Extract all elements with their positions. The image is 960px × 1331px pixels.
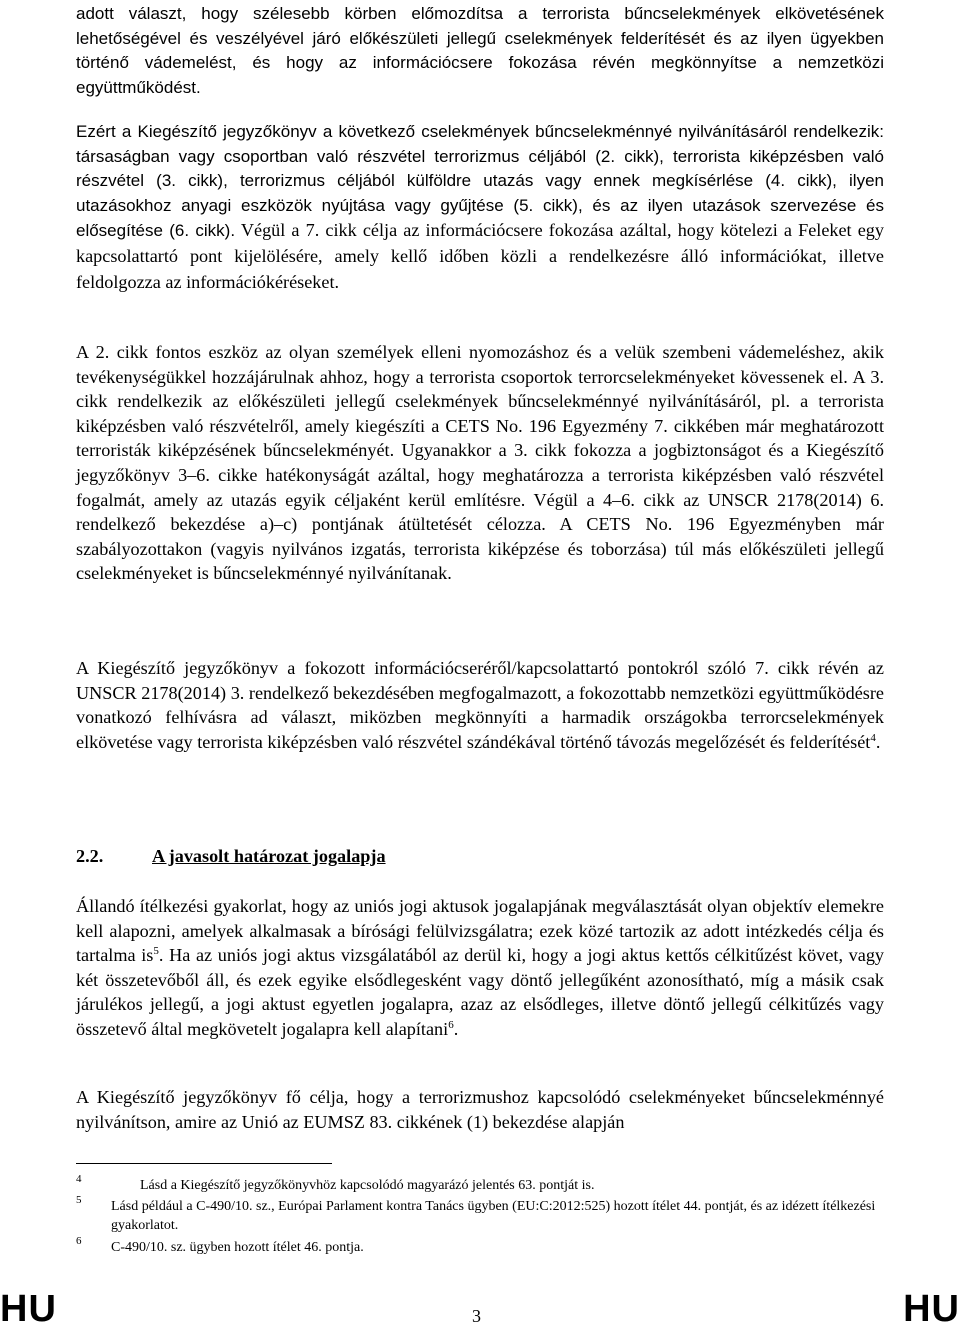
footnote-text: Lásd például a C-490/10. sz., Európai Parlament kontra Tanács ügyben (EU:C:2012:525) hozott ítélet 44. pontját, és az idézett ítélkezési gyakorlatot. [111,1199,876,1233]
paragraph-legal-basis-b: . Ha az uniós jogi aktus vizsgálatából az derül ki, hogy a jogi aktus kettős célkitűzést követ, vagy két összetevőből áll, és ezek egyike elsődlegesként vagy döntő jellegűként azonosítható, míg a másik csak járulékos jellegű, a jogi aktust egyetlen jogalapra, azaz az elsődleges, illetve döntő jellegű célkitűzés vagy összetevő által megkövetelt jogalapra kell alapítani [76,945,885,1039]
paragraph-article-7-text: A Kiegészítő jegyzőkönyv a fokozott információcseréről/kapcsolattartó pontokról szóló 7. cikk révén az UNSCR 2178(2014) 3. rendelkező bekezdésében megfogalmazott, a fokozottabb nemzetközi együttműködésre vonatkozó felhívásra ad választ, miközben megkönnyíti a harmadik országokba terrorcselekmények elkövetése vagy terrorista kiképzésben való részvétel szándékával történő távozás megelőzését és felderítését [76,658,884,752]
paragraph-article-2: A 2. cikk fontos eszköz az olyan személyek elleni nyomozáshoz és a velük szembeni vádemeléshez, akik tevékenységükkel hozzájárulnak ahhoz, hogy a terrorista csoportok terrorcselekményeket kövessenek el. A 3. cikk rendelkezik az előkészületi jellegű cselekmények bűncselekménnyé nyilvánításáról, pl. a terrorista kiképzésben való részvételről, amely kiegészíti a CETS No. 196 Egyezmény 7. cikkében már meghatározott terroristák kiképzésének bűncselekményét. Ugyanakkor a 3. cikk fokozza a jogbiztonságot és a Kiegészítő jegyzőkönyv 3–6. cikke hatékonyságát azáltal, hogy meghatározza a terrorista kiképzésben való részvétel fogalmát, amely az utazás egyik céljaként kerül említésre. Végül a 4–6. cikk az UNSCR 2178(2014) 6. rendelkező bekezdése a)–c) pontjának átültetését célozza. A CETS No. 196 Egyezményben már szabályozottakon (vagyis nyilvános izgatás, terrorista kiképzése és toborzása) túl más előkészületi jellegű cselekményeket is bűncselekménnyé nyilvánítanak. [76,342,884,584]
paragraph-end: . [875,731,881,752]
page-number: 3 [472,1306,481,1326]
paragraph-main-aim: A Kiegészítő jegyzőkönyv fő célja, hogy a terrorizmushoz kapcsolódó cselekményeket bűncselekménnyé nyilvánítson, amire az Unió az EUMSZ 83. cikkének (1) bekezdése alapján [76,1087,884,1132]
section-number: 2.2. [76,846,104,866]
paragraph-articles-cont: Végül a 7. cikk célja az információcsere fokozása azáltal, hogy kötelezi a Feleket egy kapcsolattartó pont kijelölésére, amely kellő időben közli a rendelkezésre álló információkat, illetve feldolgozza az információkéréseket. [76,220,884,292]
footnote-number: 6 [76,1235,82,1247]
footnote-ref-4[interactable]: 4 [870,731,876,744]
paragraph-intro: adott választ, hogy szélesebb körben előmozdítsa a terrorista bűncselekmények elkövetésének lehetőségével és veszélyével járó előkészületi jellegű cselekmények felderítését és az ilyen ügyekben történő vádemelést, és hogy az információcsere fokozása révén megkönnyítse a nemzetközi együttműködést. [76,4,884,97]
footer-language-right: HU [903,1288,960,1330]
section-title: A javasolt határozat jogalapja [152,846,386,866]
footnote-number: 5 [76,1194,82,1206]
footnote-divider [76,1163,332,1164]
footnote-6 [76,1235,886,1257]
section-heading [76,846,386,867]
paragraph-article-7 [76,656,884,754]
footnote-text: Lásd a Kiegészítő jegyzőkönyvhöz kapcsolódó magyarázó jelentés 63. pontját is. [140,1178,595,1193]
paragraph-legal-basis-a: Állandó ítélkezési gyakorlat, hogy az uniós jogi aktusok jogalapjának megválasztását olyan objektív elemekre kell alapozni, amelyek alkalmasak a bírósági felülvizsgálatra; ezek közé tartozik az adott intézkedés célja és tartalma is [76,896,884,966]
footnote-4 [76,1173,886,1195]
footnote-ref-5[interactable]: 5 [153,945,159,958]
paragraph-legal-basis [76,894,884,1042]
footnote-ref-6[interactable]: 6 [448,1018,454,1031]
paragraph-articles-text: Ezért a Kiegészítő jegyzőkönyv a következő cselekmények bűncselekménnyé nyilvánításáról rendelkezik: társaságban vagy csoportban való részvétel terrorizmus céljából (2. cikk), terrorista kiképzésben való részvétel (3. cikk), terrorizmus céljából külföldre utazás vagy ennek megkísérlése (4. cikk), ilyen utazásokhoz anyagi eszközök nyújtása vagy gyűjtése (5. cikk), és az ilyen utazások szervezése és elősegítése (6. cikk). [76,122,884,241]
footnote-text: C-490/10. sz. ügyben hozott ítélet 46. pontja. [111,1240,364,1255]
footnote-5 [76,1194,886,1235]
footnote-number: 4 [76,1173,82,1185]
paragraph-articles [76,120,884,295]
footer-language-left: HU [0,1288,57,1330]
paragraph-end: . [453,1018,459,1039]
